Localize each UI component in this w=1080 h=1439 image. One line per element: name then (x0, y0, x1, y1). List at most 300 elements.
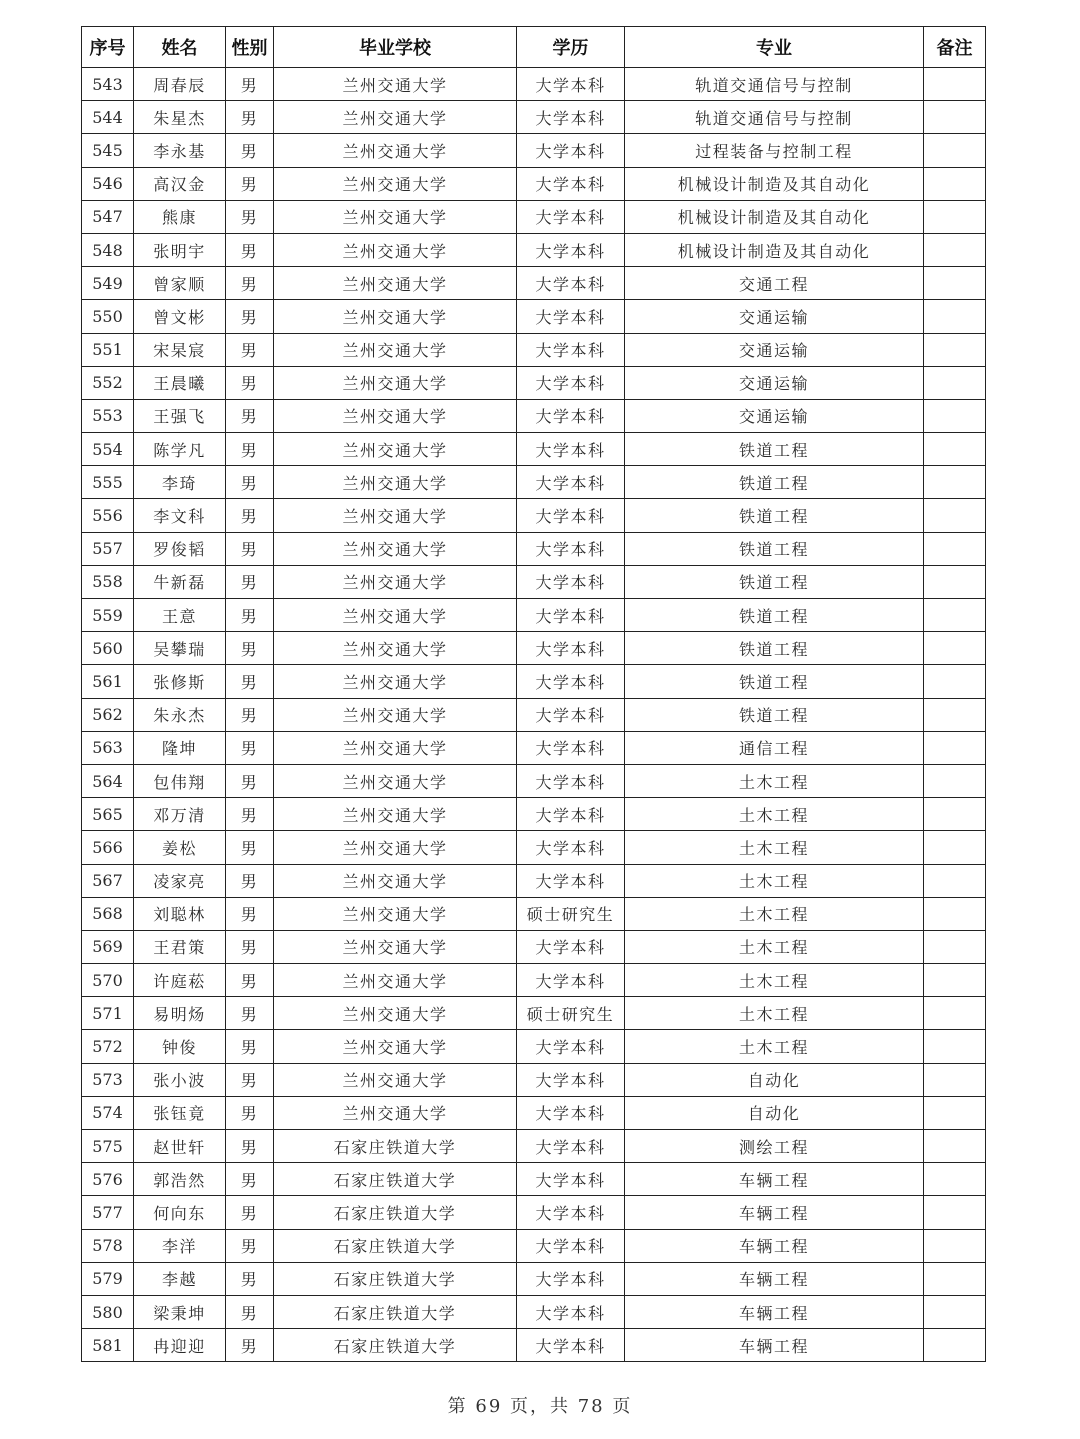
table-row (82, 366, 986, 399)
cell-school: 石家庄铁道大学 (274, 1295, 517, 1328)
table-row (82, 930, 986, 963)
table-header (82, 27, 986, 68)
cell-remark (924, 1329, 986, 1362)
table-row (82, 399, 986, 432)
cell-major: 铁道工程 (625, 698, 924, 731)
cell-gender: 男 (226, 1229, 274, 1262)
cell-no: 567 (82, 864, 134, 897)
cell-school: 兰州交通大学 (274, 897, 517, 930)
cell-no: 553 (82, 399, 134, 432)
cell-gender: 男 (226, 1163, 274, 1196)
cell-school: 兰州交通大学 (274, 167, 517, 200)
cell-gender: 男 (226, 532, 274, 565)
table-row (82, 1295, 986, 1328)
cell-degree: 大学本科 (517, 1262, 625, 1295)
table-row (82, 200, 986, 233)
cell-degree: 大学本科 (517, 599, 625, 632)
cell-gender: 男 (226, 499, 274, 532)
cell-name: 王君策 (134, 930, 226, 963)
cell-gender: 男 (226, 665, 274, 698)
cell-no: 548 (82, 233, 134, 266)
cell-no: 544 (82, 101, 134, 134)
cell-no: 557 (82, 532, 134, 565)
table-row (82, 1196, 986, 1229)
cell-major: 机械设计制造及其自动化 (625, 200, 924, 233)
cell-remark (924, 565, 986, 598)
table-row (82, 466, 986, 499)
cell-remark (924, 101, 986, 134)
cell-school: 兰州交通大学 (274, 930, 517, 963)
cell-major: 交通运输 (625, 366, 924, 399)
cell-school: 兰州交通大学 (274, 200, 517, 233)
cell-remark (924, 1295, 986, 1328)
cell-name: 李永基 (134, 134, 226, 167)
table-row (82, 1229, 986, 1262)
cell-school: 石家庄铁道大学 (274, 1163, 517, 1196)
cell-school: 兰州交通大学 (274, 366, 517, 399)
cell-no: 555 (82, 466, 134, 499)
cell-gender: 男 (226, 200, 274, 233)
cell-degree: 大学本科 (517, 300, 625, 333)
cell-no: 565 (82, 798, 134, 831)
cell-school: 兰州交通大学 (274, 764, 517, 797)
cell-remark (924, 964, 986, 997)
cell-major: 铁道工程 (625, 632, 924, 665)
cell-no: 573 (82, 1063, 134, 1096)
cell-degree: 大学本科 (517, 101, 625, 134)
cell-school: 兰州交通大学 (274, 831, 517, 864)
cell-degree: 大学本科 (517, 433, 625, 466)
cell-name: 曾家顺 (134, 267, 226, 300)
cell-major: 自动化 (625, 1096, 924, 1129)
table-row (82, 864, 986, 897)
cell-remark (924, 1096, 986, 1129)
table-row (82, 565, 986, 598)
cell-gender: 男 (226, 366, 274, 399)
cell-degree: 大学本科 (517, 134, 625, 167)
table-row (82, 333, 986, 366)
table-row (82, 897, 986, 930)
cell-major: 通信工程 (625, 731, 924, 764)
cell-gender: 男 (226, 466, 274, 499)
cell-major: 铁道工程 (625, 532, 924, 565)
cell-remark (924, 864, 986, 897)
cell-name: 李琦 (134, 466, 226, 499)
cell-remark (924, 532, 986, 565)
cell-school: 兰州交通大学 (274, 565, 517, 598)
cell-no: 580 (82, 1295, 134, 1328)
cell-remark (924, 798, 986, 831)
cell-school: 兰州交通大学 (274, 532, 517, 565)
cell-major: 土木工程 (625, 964, 924, 997)
cell-no: 572 (82, 1030, 134, 1063)
cell-major: 自动化 (625, 1063, 924, 1096)
cell-remark (924, 1262, 986, 1295)
cell-school: 兰州交通大学 (274, 267, 517, 300)
cell-name: 李洋 (134, 1229, 226, 1262)
cell-remark (924, 1130, 986, 1163)
cell-no: 566 (82, 831, 134, 864)
cell-name: 刘聪林 (134, 897, 226, 930)
cell-no: 560 (82, 632, 134, 665)
cell-major: 土木工程 (625, 831, 924, 864)
table-row (82, 665, 986, 698)
cell-gender: 男 (226, 134, 274, 167)
cell-name: 隆坤 (134, 731, 226, 764)
cell-no: 581 (82, 1329, 134, 1362)
cell-gender: 男 (226, 267, 274, 300)
cell-degree: 大学本科 (517, 1329, 625, 1362)
cell-degree: 大学本科 (517, 798, 625, 831)
cell-name: 王晨曦 (134, 366, 226, 399)
cell-name: 易明炀 (134, 997, 226, 1030)
cell-major: 轨道交通信号与控制 (625, 101, 924, 134)
cell-name: 张小波 (134, 1063, 226, 1096)
cell-school: 兰州交通大学 (274, 1063, 517, 1096)
table-row (82, 1096, 986, 1129)
cell-no: 577 (82, 1196, 134, 1229)
cell-name: 张修斯 (134, 665, 226, 698)
cell-gender: 男 (226, 997, 274, 1030)
cell-remark (924, 167, 986, 200)
cell-gender: 男 (226, 1096, 274, 1129)
cell-degree: 大学本科 (517, 1229, 625, 1262)
cell-school: 兰州交通大学 (274, 300, 517, 333)
cell-remark (924, 1196, 986, 1229)
cell-no: 561 (82, 665, 134, 698)
table-row (82, 831, 986, 864)
cell-school: 兰州交通大学 (274, 698, 517, 731)
cell-major: 土木工程 (625, 764, 924, 797)
cell-remark (924, 831, 986, 864)
cell-remark (924, 632, 986, 665)
header-remark: 备注 (924, 27, 986, 68)
cell-no: 569 (82, 930, 134, 963)
cell-school: 兰州交通大学 (274, 1030, 517, 1063)
cell-school: 兰州交通大学 (274, 134, 517, 167)
table-body (82, 68, 986, 1362)
cell-name: 李文科 (134, 499, 226, 532)
cell-remark (924, 399, 986, 432)
cell-gender: 男 (226, 1030, 274, 1063)
cell-major: 车辆工程 (625, 1295, 924, 1328)
table-row (82, 233, 986, 266)
cell-major: 车辆工程 (625, 1329, 924, 1362)
header-no: 序号 (82, 27, 134, 68)
roster-table (81, 26, 986, 1362)
cell-name: 王强飞 (134, 399, 226, 432)
cell-degree: 大学本科 (517, 366, 625, 399)
cell-no: 570 (82, 964, 134, 997)
cell-no: 556 (82, 499, 134, 532)
cell-gender: 男 (226, 1063, 274, 1096)
cell-name: 姜松 (134, 831, 226, 864)
cell-major: 土木工程 (625, 997, 924, 1030)
cell-gender: 男 (226, 1130, 274, 1163)
table-row (82, 997, 986, 1030)
cell-remark (924, 1229, 986, 1262)
cell-remark (924, 599, 986, 632)
table-row (82, 499, 986, 532)
cell-name: 李越 (134, 1262, 226, 1295)
table-row (82, 1163, 986, 1196)
cell-remark (924, 366, 986, 399)
table-row (82, 1130, 986, 1163)
cell-remark (924, 930, 986, 963)
cell-remark (924, 665, 986, 698)
table-row (82, 532, 986, 565)
cell-name: 周春辰 (134, 68, 226, 101)
cell-major: 交通运输 (625, 300, 924, 333)
cell-remark (924, 764, 986, 797)
cell-no: 562 (82, 698, 134, 731)
header-row (82, 27, 986, 68)
cell-school: 石家庄铁道大学 (274, 1130, 517, 1163)
cell-gender: 男 (226, 831, 274, 864)
cell-gender: 男 (226, 864, 274, 897)
cell-name: 吴攀瑞 (134, 632, 226, 665)
cell-major: 土木工程 (625, 930, 924, 963)
cell-name: 郭浩然 (134, 1163, 226, 1196)
cell-name: 张明宇 (134, 233, 226, 266)
cell-gender: 男 (226, 599, 274, 632)
cell-school: 兰州交通大学 (274, 499, 517, 532)
cell-school: 石家庄铁道大学 (274, 1229, 517, 1262)
cell-degree: 大学本科 (517, 864, 625, 897)
cell-gender: 男 (226, 764, 274, 797)
cell-gender: 男 (226, 167, 274, 200)
table-row (82, 698, 986, 731)
table-row (82, 1030, 986, 1063)
cell-name: 宋杲宸 (134, 333, 226, 366)
cell-school: 兰州交通大学 (274, 997, 517, 1030)
cell-no: 568 (82, 897, 134, 930)
cell-name: 包伟翔 (134, 764, 226, 797)
table-row (82, 433, 986, 466)
cell-school: 石家庄铁道大学 (274, 1329, 517, 1362)
table-row (82, 1329, 986, 1362)
cell-degree: 大学本科 (517, 1063, 625, 1096)
cell-remark (924, 134, 986, 167)
table-row (82, 599, 986, 632)
table-row (82, 731, 986, 764)
cell-gender: 男 (226, 233, 274, 266)
cell-no: 578 (82, 1229, 134, 1262)
cell-degree: 大学本科 (517, 565, 625, 598)
cell-major: 车辆工程 (625, 1262, 924, 1295)
cell-major: 车辆工程 (625, 1229, 924, 1262)
cell-gender: 男 (226, 1295, 274, 1328)
cell-major: 土木工程 (625, 798, 924, 831)
cell-remark (924, 1030, 986, 1063)
cell-name: 梁秉坤 (134, 1295, 226, 1328)
cell-major: 土木工程 (625, 864, 924, 897)
cell-name: 张钰竟 (134, 1096, 226, 1129)
cell-degree: 大学本科 (517, 267, 625, 300)
cell-degree: 大学本科 (517, 200, 625, 233)
cell-school: 兰州交通大学 (274, 466, 517, 499)
cell-name: 许庭菘 (134, 964, 226, 997)
cell-gender: 男 (226, 1196, 274, 1229)
cell-school: 兰州交通大学 (274, 1096, 517, 1129)
table-row (82, 964, 986, 997)
cell-gender: 男 (226, 698, 274, 731)
cell-name: 邓万清 (134, 798, 226, 831)
cell-no: 549 (82, 267, 134, 300)
cell-no: 550 (82, 300, 134, 333)
table-row (82, 167, 986, 200)
cell-school: 兰州交通大学 (274, 399, 517, 432)
cell-name: 凌家亮 (134, 864, 226, 897)
cell-degree: 大学本科 (517, 68, 625, 101)
cell-major: 土木工程 (625, 1030, 924, 1063)
cell-gender: 男 (226, 632, 274, 665)
cell-school: 兰州交通大学 (274, 599, 517, 632)
cell-school: 石家庄铁道大学 (274, 1262, 517, 1295)
cell-degree: 大学本科 (517, 233, 625, 266)
cell-no: 552 (82, 366, 134, 399)
cell-major: 铁道工程 (625, 599, 924, 632)
cell-school: 兰州交通大学 (274, 233, 517, 266)
cell-major: 车辆工程 (625, 1163, 924, 1196)
cell-remark (924, 698, 986, 731)
cell-gender: 男 (226, 399, 274, 432)
cell-name: 钟俊 (134, 1030, 226, 1063)
cell-name: 曾文彬 (134, 300, 226, 333)
cell-remark (924, 233, 986, 266)
header-name: 姓名 (134, 27, 226, 68)
page-number: 第 69 页，共 78 页 (447, 1396, 633, 1417)
cell-no: 579 (82, 1262, 134, 1295)
cell-major: 交通工程 (625, 267, 924, 300)
cell-major: 铁道工程 (625, 466, 924, 499)
cell-degree: 大学本科 (517, 333, 625, 366)
cell-school: 兰州交通大学 (274, 798, 517, 831)
cell-name: 牛新磊 (134, 565, 226, 598)
cell-no: 554 (82, 433, 134, 466)
table-row (82, 1262, 986, 1295)
cell-major: 土木工程 (625, 897, 924, 930)
cell-degree: 大学本科 (517, 665, 625, 698)
cell-school: 兰州交通大学 (274, 665, 517, 698)
cell-name: 高汉金 (134, 167, 226, 200)
cell-degree: 大学本科 (517, 399, 625, 432)
cell-gender: 男 (226, 798, 274, 831)
cell-degree: 大学本科 (517, 964, 625, 997)
cell-remark (924, 1163, 986, 1196)
cell-major: 铁道工程 (625, 433, 924, 466)
cell-gender: 男 (226, 1329, 274, 1362)
cell-school: 石家庄铁道大学 (274, 1196, 517, 1229)
cell-remark (924, 731, 986, 764)
cell-major: 轨道交通信号与控制 (625, 68, 924, 101)
cell-name: 冉迎迎 (134, 1329, 226, 1362)
cell-degree: 硕士研究生 (517, 997, 625, 1030)
cell-degree: 大学本科 (517, 632, 625, 665)
cell-remark (924, 499, 986, 532)
cell-gender: 男 (226, 300, 274, 333)
cell-remark (924, 267, 986, 300)
cell-major: 车辆工程 (625, 1196, 924, 1229)
table-row (82, 632, 986, 665)
cell-degree: 大学本科 (517, 1295, 625, 1328)
table-row (82, 134, 986, 167)
cell-name: 赵世轩 (134, 1130, 226, 1163)
header-gender: 性别 (226, 27, 274, 68)
cell-degree: 大学本科 (517, 1130, 625, 1163)
cell-gender: 男 (226, 930, 274, 963)
cell-major: 测绘工程 (625, 1130, 924, 1163)
cell-degree: 大学本科 (517, 698, 625, 731)
cell-remark (924, 1063, 986, 1096)
cell-remark (924, 433, 986, 466)
table-row (82, 267, 986, 300)
cell-major: 交通运输 (625, 333, 924, 366)
cell-no: 551 (82, 333, 134, 366)
cell-school: 兰州交通大学 (274, 864, 517, 897)
cell-degree: 大学本科 (517, 499, 625, 532)
cell-no: 546 (82, 167, 134, 200)
cell-name: 罗俊韬 (134, 532, 226, 565)
cell-no: 543 (82, 68, 134, 101)
cell-degree: 大学本科 (517, 731, 625, 764)
cell-no: 574 (82, 1096, 134, 1129)
cell-name: 熊康 (134, 200, 226, 233)
table-row (82, 798, 986, 831)
cell-degree: 大学本科 (517, 831, 625, 864)
cell-gender: 男 (226, 68, 274, 101)
table-row (82, 1063, 986, 1096)
table-row (82, 101, 986, 134)
header-school: 毕业学校 (274, 27, 517, 68)
cell-no: 559 (82, 599, 134, 632)
cell-school: 兰州交通大学 (274, 433, 517, 466)
cell-major: 铁道工程 (625, 565, 924, 598)
cell-degree: 大学本科 (517, 764, 625, 797)
cell-gender: 男 (226, 565, 274, 598)
cell-name: 朱永杰 (134, 698, 226, 731)
cell-remark (924, 897, 986, 930)
cell-major: 机械设计制造及其自动化 (625, 167, 924, 200)
cell-degree: 硕士研究生 (517, 897, 625, 930)
cell-major: 交通运输 (625, 399, 924, 432)
cell-gender: 男 (226, 101, 274, 134)
cell-degree: 大学本科 (517, 466, 625, 499)
cell-degree: 大学本科 (517, 1096, 625, 1129)
cell-no: 547 (82, 200, 134, 233)
cell-school: 兰州交通大学 (274, 333, 517, 366)
cell-remark (924, 333, 986, 366)
cell-name: 朱星杰 (134, 101, 226, 134)
cell-major: 铁道工程 (625, 499, 924, 532)
cell-school: 兰州交通大学 (274, 731, 517, 764)
cell-school: 兰州交通大学 (274, 964, 517, 997)
table-row (82, 764, 986, 797)
cell-remark (924, 466, 986, 499)
cell-remark (924, 997, 986, 1030)
cell-school: 兰州交通大学 (274, 101, 517, 134)
cell-no: 564 (82, 764, 134, 797)
cell-no: 575 (82, 1130, 134, 1163)
cell-name: 王意 (134, 599, 226, 632)
cell-no: 558 (82, 565, 134, 598)
cell-gender: 男 (226, 1262, 274, 1295)
cell-degree: 大学本科 (517, 1030, 625, 1063)
cell-no: 545 (82, 134, 134, 167)
header-degree: 学历 (517, 27, 625, 68)
cell-major: 过程装备与控制工程 (625, 134, 924, 167)
cell-gender: 男 (226, 897, 274, 930)
